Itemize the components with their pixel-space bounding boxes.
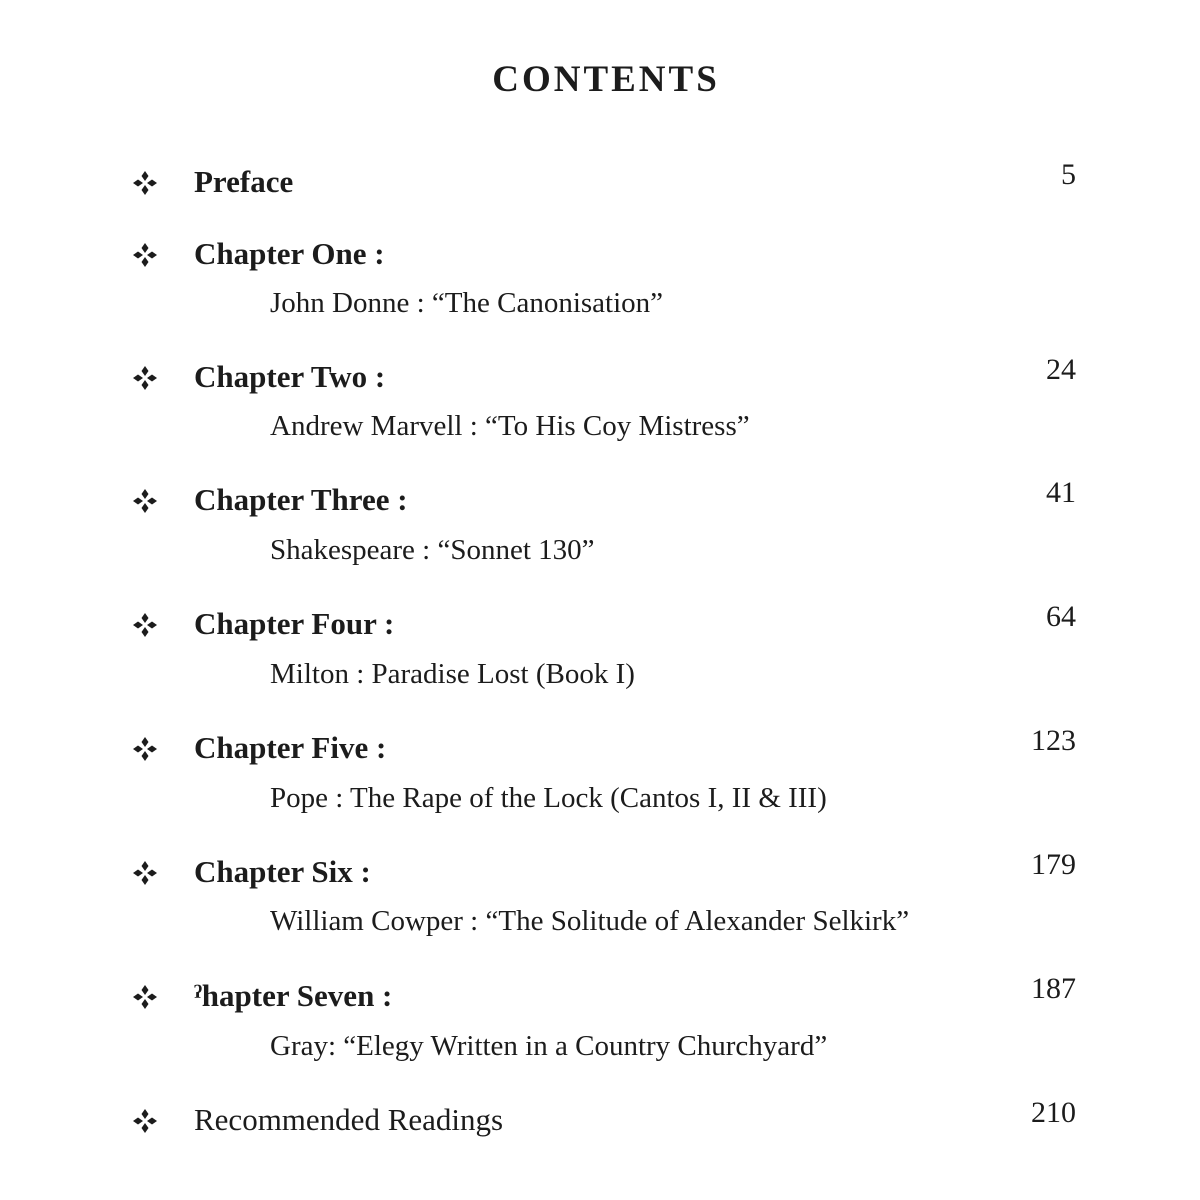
toc-page-number: 41 [1046,476,1076,509]
toc-heading: Chapter Two : [194,359,386,394]
toc-heading: ˀhapter Seven : [194,978,393,1013]
four-diamond-ornament-icon [131,1107,159,1135]
toc-subtitle: William Cowper : “The Solitude of Alexander Selkirk” [270,905,910,937]
toc-heading: Chapter One : [194,236,385,271]
toc-subtitle: John Donne : “The Canonisation” [270,287,664,319]
four-diamond-ornament-icon [131,241,159,269]
toc-page-number: 123 [1031,724,1076,757]
four-diamond-ornament-icon [131,735,159,763]
toc-page-number: 179 [1031,848,1076,881]
toc-subtitle: Pope : The Rape of the Lock (Cantos I, II & III) [270,782,827,814]
toc-subtitle: Milton : Paradise Lost (Book I) [270,658,635,690]
toc-subtitle: Shakespeare : “Sonnet 130” [270,534,595,566]
four-diamond-ornament-icon [131,169,159,197]
four-diamond-ornament-icon [131,487,159,515]
toc-subtitle: Andrew Marvell : “To His Coy Mistress” [270,410,750,442]
toc-heading: Chapter Three : [194,482,408,517]
toc-heading: Preface [194,164,294,199]
toc-heading: Chapter Six : [194,854,371,889]
toc-page-number: 24 [1046,353,1076,386]
toc-subtitle: Gray: “Elegy Written in a Country Churchyard” [270,1030,828,1062]
toc-page-number: 187 [1031,972,1076,1005]
page-title: CONTENTS [492,59,720,100]
four-diamond-ornament-icon [131,983,159,1011]
four-diamond-ornament-icon [131,364,159,392]
toc-heading: Chapter Five : [194,730,387,765]
toc-page-number: 5 [1061,158,1076,191]
four-diamond-ornament-icon [131,611,159,639]
toc-heading: Chapter Four : [194,606,395,641]
toc-heading: Recommended Readings [194,1102,504,1137]
toc-page-number: 210 [1031,1096,1076,1129]
toc-page-number: 64 [1046,600,1076,633]
four-diamond-ornament-icon [131,859,159,887]
